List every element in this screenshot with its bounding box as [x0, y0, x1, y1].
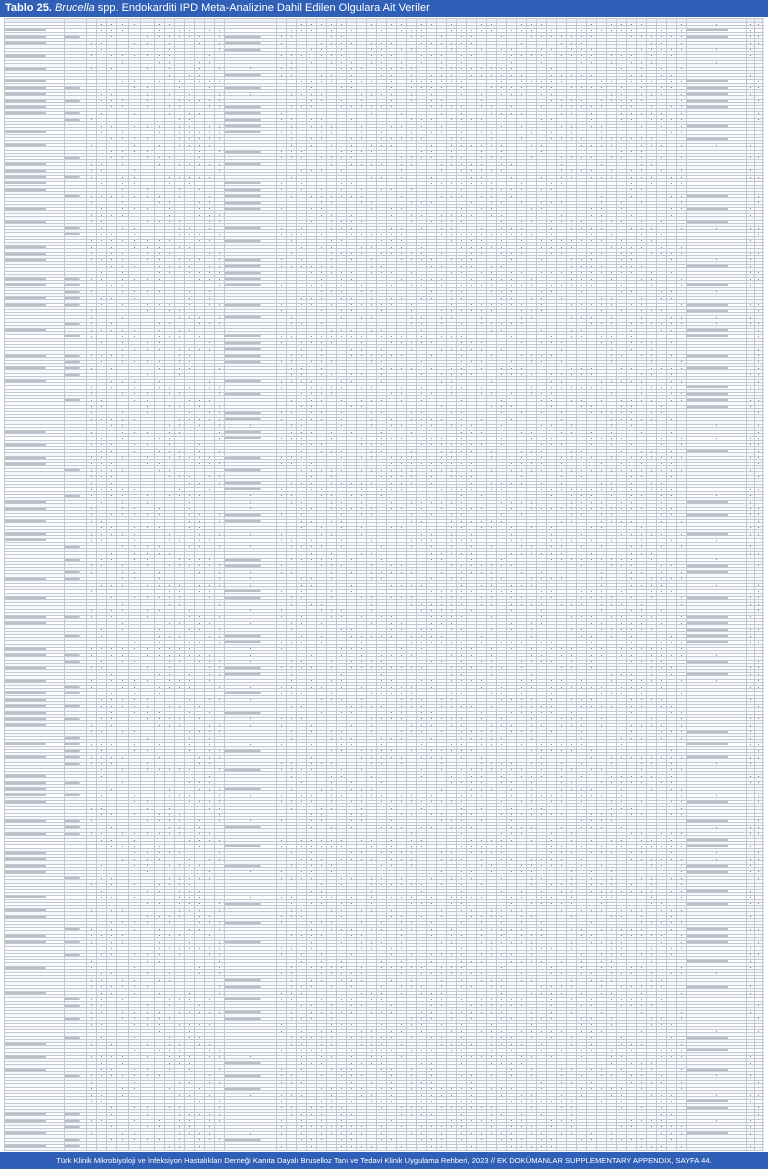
organism-name: Brucella: [55, 2, 95, 14]
table-number: Tablo 25.: [5, 2, 52, 14]
data-table-grid: [4, 18, 764, 1151]
table-title-text: spp. Endokarditi IPD Meta-Analizine Dahil Edilen Olgulara Ait Veriler: [95, 2, 430, 14]
table-title: [0, 0, 768, 17]
data-table: [4, 18, 764, 1151]
